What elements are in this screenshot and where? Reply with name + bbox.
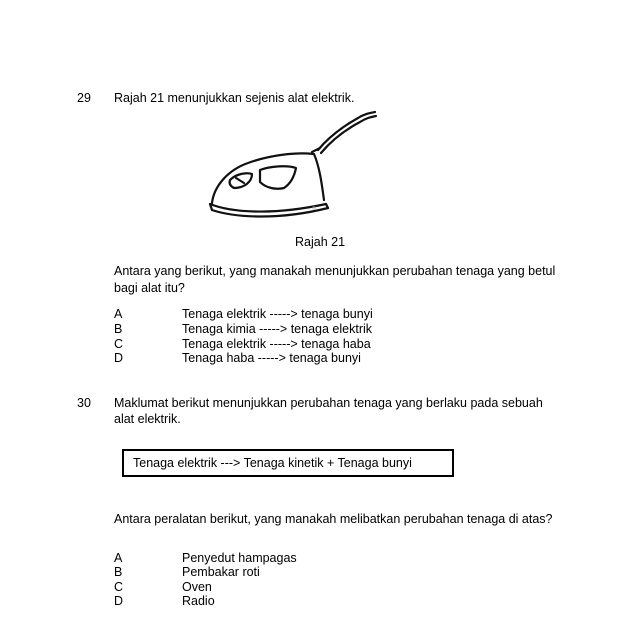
question-29-text-line2: bagi alat itu? <box>114 281 185 295</box>
q30-option-d-text: Radio <box>182 594 215 608</box>
q30-option-a-text: Penyedut hampagas <box>182 551 297 565</box>
q29-option-c-text: Tenaga elektrik -----> tenaga haba <box>182 337 371 351</box>
figure-caption: Rajah 21 <box>295 235 346 249</box>
svg-text:©: © <box>312 206 316 212</box>
energy-change-box <box>122 449 454 477</box>
q30-option-c-letter: C <box>114 580 124 594</box>
q29-option-c-letter: C <box>114 337 124 351</box>
q29-option-b-letter: B <box>114 322 123 336</box>
question-29-stem: Rajah 21 menunjukkan sejenis alat elektrik. <box>114 91 355 105</box>
q29-option-a-text: Tenaga elektrik -----> tenaga bunyi <box>182 307 373 321</box>
q30-option-b-letter: B <box>114 565 123 579</box>
q29-option-a-letter: A <box>114 307 123 321</box>
question-30-text: Antara peralatan berikut, yang manakah melibatkan perubahan tenaga di atas? <box>114 512 553 526</box>
q29-option-d-letter: D <box>114 351 124 365</box>
question-29-text-line1: Antara yang berikut, yang manakah menunjukkan perubahan tenaga yang betul <box>114 264 556 278</box>
q30-option-a-letter: A <box>114 551 123 565</box>
question-number-29: 29 <box>77 91 91 105</box>
electric-iron-figure <box>200 108 380 226</box>
q30-option-c-text: Oven <box>182 580 212 594</box>
energy-change-text: Tenaga elektrik ---> Tenaga kinetik + Tenaga bunyi <box>133 456 412 470</box>
q30-option-b-text: Pembakar roti <box>182 565 260 579</box>
q29-option-b-text: Tenaga kimia -----> tenaga elektrik <box>182 322 373 336</box>
q30-option-d-letter: D <box>114 594 124 608</box>
question-30-stem-line1: Maklumat berikut menunjukkan perubahan tenaga yang berlaku pada sebuah <box>114 396 543 410</box>
q29-option-d-text: Tenaga haba -----> tenaga bunyi <box>182 351 361 365</box>
question-30-stem-line2: alat elektrik. <box>114 412 181 426</box>
question-number-30: 30 <box>77 396 91 410</box>
